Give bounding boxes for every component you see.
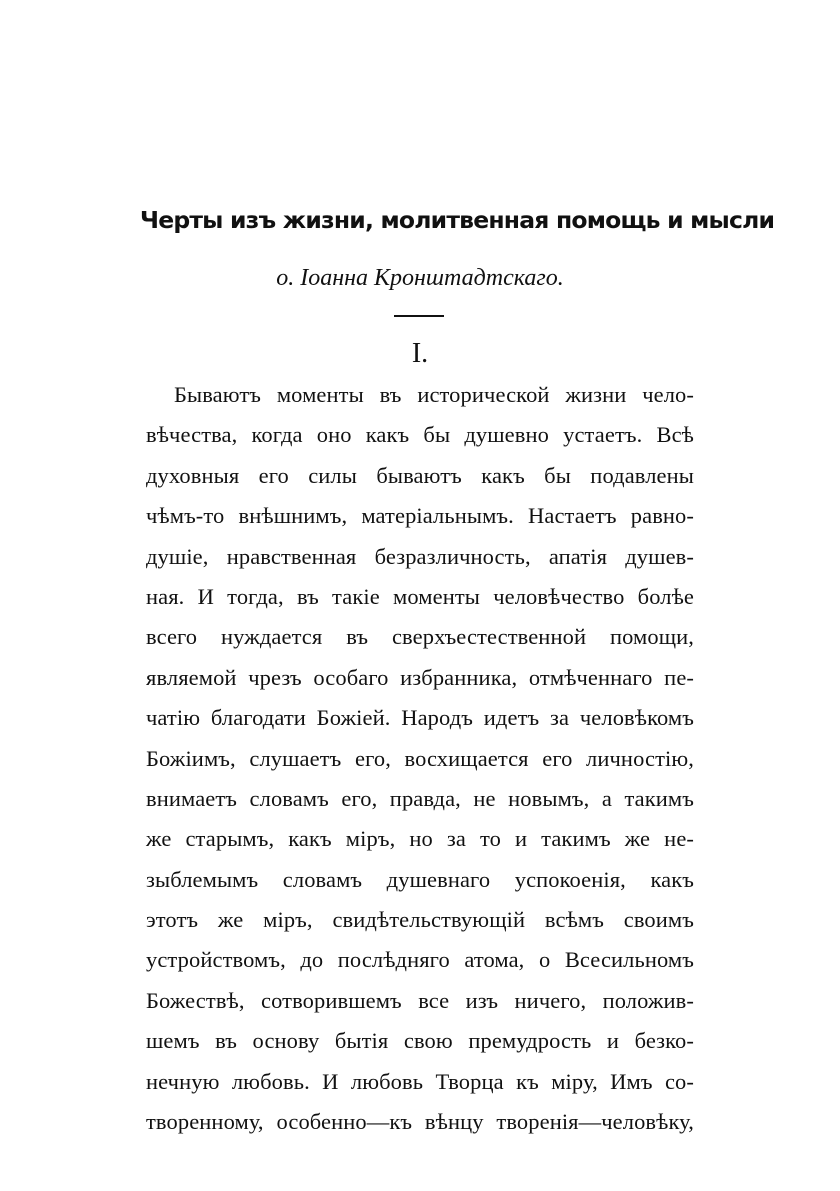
text-line: духовныя его силы бываютъ какъ бы подавлены <box>146 462 694 488</box>
chapter-numeral: I. <box>411 338 429 369</box>
text-line: чатію благодати Божіей. Народъ идетъ за человѣкомъ <box>146 705 694 731</box>
title-divider <box>394 315 444 317</box>
text-line: Бываютъ моменты въ исторической жизни чело- <box>174 382 694 407</box>
text-line: шемъ въ основу бытія свою премудрость и безко- <box>146 1028 694 1054</box>
body-paragraph <box>146 375 694 1142</box>
text-line: Божіимъ, слушаетъ его, восхищается его личностію, <box>146 745 694 771</box>
page-title: Черты изъ жизни, молитвенная помощь и мысли <box>140 206 775 234</box>
text-line: душіе, нравственная безразличность, апатія душев- <box>146 543 694 569</box>
text-line: вѣчества, когда оно какъ бы душевно устаетъ. Всѣ <box>146 422 694 448</box>
text-line: являемой чрезъ особаго избранника, отмѣченнаго пе- <box>146 664 694 690</box>
text-line: нечную любовь. И любовь Творца къ міру, Имъ со- <box>146 1068 694 1094</box>
text-line: этотъ же міръ, свидѣтельствующій всѣмъ своимъ <box>146 907 694 933</box>
page-subtitle: о. Іоанна Кронштадтскаго. <box>276 265 564 291</box>
text-line: зыблемымъ словамъ душевнаго успокоенія, какъ <box>146 866 694 892</box>
text-line: же старымъ, какъ міръ, но за то и такимъ же не- <box>146 826 694 852</box>
text-line: ная. И тогда, въ такіе моменты человѣчество болѣе <box>146 583 694 609</box>
text-line: всего нуждается въ сверхъестественной помощи, <box>146 624 694 650</box>
text-line: творенному, особенно—къ вѣнцу творенія—человѣку, <box>146 1109 694 1135</box>
text-line: Божествѣ, сотворившемъ все изъ ничего, положив- <box>146 987 694 1013</box>
text-line: внимаетъ словамъ его, правда, не новымъ, а такимъ <box>146 785 694 811</box>
text-line: устройствомъ, до послѣдняго атома, о Всесильномъ <box>146 947 694 973</box>
text-line: чѣмъ-то внѣшнимъ, матеріальнымъ. Настаетъ равно- <box>146 503 694 529</box>
